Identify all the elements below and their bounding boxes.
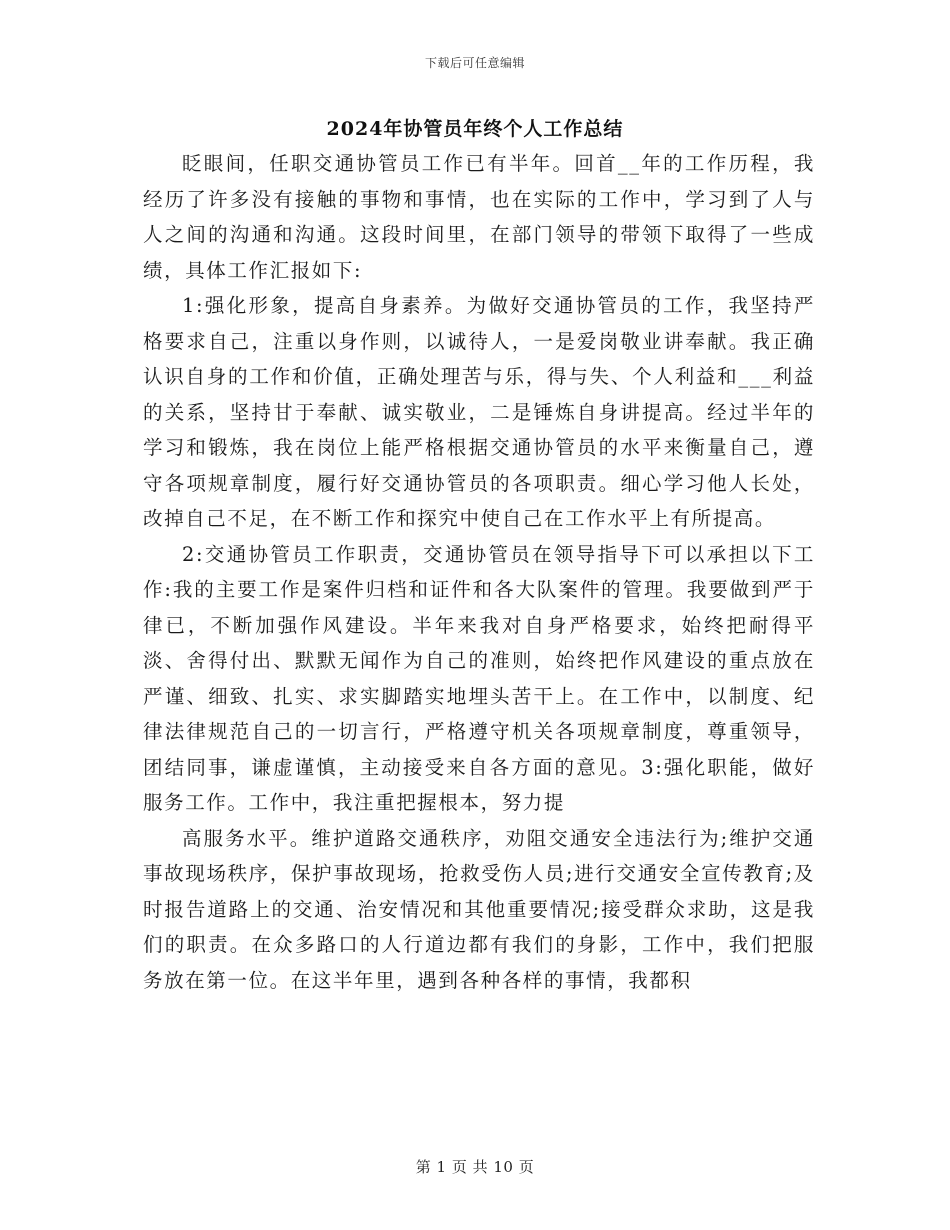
paragraph-section-2: 2:交通协管员工作职责，交通协管员在领导指导下可以承担以下工作:我的主要工作是案件归档和证件和各大队案件的管理。我要做到严于律已，不断加强作风建设。半年来我对自身严格要求，始终把耐得平淡、舍得付出、默默无闻作为自己的准则，始终把作风建设的重点放在严谨、细致、扎实、求实脚踏实地埋头苦干上。在工作中，以制度、纪律法律规范自己的一切言行，严格遵守机关各项规章制度，尊重领导，团结同事，谦虚谨慎，主动接受来自各方面的意见。3:强化职能，做好服务工作。工作中，我注重把握根本，努力提 [143,542,815,814]
paragraph-section-1: 1:强化形象，提高自身素养。为做好交通协管员的工作，我坚持严格要求自己，注重以身作则，以诚待人，一是爱岗敬业讲奉献。我正确认识自身的工作和价值，正确处理苦与乐，得与失、个人利益和___利益的关系，坚持甘于奉献、诚实敬业，二是锤炼自身讲提高。经过半年的学习和锻炼，我在岗位上能严格根据交通协管员的水平来衡量自己，遵守各项规章制度，履行好交通协管员的各项职责。细心学习他人长处，改掉自己不足，在不断工作和探究中使自己在工作水平上有所提高。 [143,294,815,530]
paragraph-section-3: 高服务水平。维护道路交通秩序，劝阻交通安全违法行为;维护交通事故现场秩序，保护事故现场，抢救受伤人员;进行交通安全宣传教育;及时报告道路上的交通、治安情况和其他重要情况;接受群众求助，这是我们的职责。在众多路口的人行道边都有我们的身影，工作中，我们把服务放在第一位。在这半年里，遇到各种各样的事情，我都积 [143,826,815,992]
page-header-note: 下载后可任意编辑 [424,56,525,70]
document-body [143,146,815,998]
paragraph-intro: 眨眼间，任职交通协管员工作已有半年。回首__年的工作历程，我经历了许多没有接触的事物和事情，也在实际的工作中，学习到了人与人之间的沟通和沟通。这段时间里，在部门领导的带领下取得了一些成绩，具体工作汇报如下: [143,152,815,282]
document-title: 2024年协管员年终个人工作总结 [326,118,624,140]
page-number-footer: 第 1 页 共 10 页 [415,1158,535,1176]
